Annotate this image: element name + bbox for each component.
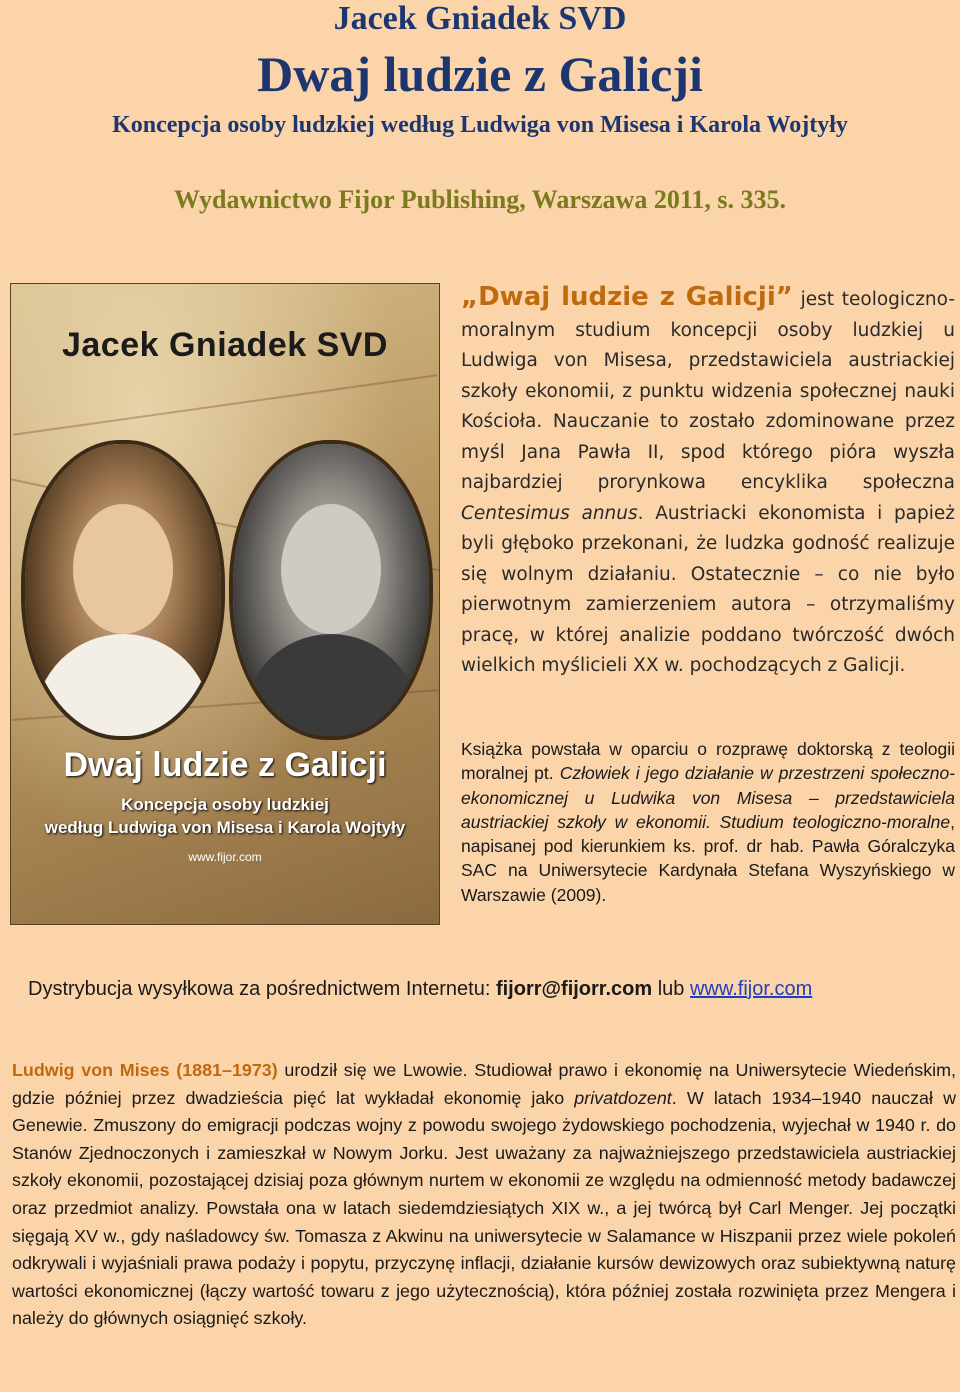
distribution-email: fijorr@fijorr.com	[495, 978, 653, 1000]
cover-url: www.fijor.com	[188, 850, 262, 864]
bio-text-2: . W latach 1934–1940 nauczał w Genewie. Zmuszony do emigracji podczas wojny z powodu swojego żydowskiego pochodzenia, wyjechał w 1940 r. do Stanów Zjednoczonych i zamieszkał w Nowym Jorku. Jest uważany za najważniejszego przedstawiciela austriackiej szkoły ekonomii, pozostającej dzisiaj poza głównym nurtem w ekonomii ze względu na odmienność metody badawczej oraz przedmiot analizy. Powstała ona w latach siedemdziesiątych XIX w., a jej twórcą był Carl Menger. Jej początki sięgają XV w., gdy naśladowcy św. Tomasza z Akwinu na uniwersytecie w Salamance w Hiszpanii przez wiele pokoleń odkrywali i wyjaśniali prawa podaży i popytu, przyczynę inflacji, działanie kursów dewizowych oraz subiektywną naturę wartości ekonomicznej (łączy wartość towaru z jego użytecznością), która później została rozwinięta przez Mengera i należy do głównych osiągnięć szkoły.	[12, 1087, 956, 1329]
cover-subtitle-line1: Koncepcja osoby ludzkiej	[121, 795, 329, 814]
mises-portrait	[233, 444, 429, 736]
distribution-link[interactable]: www.fijor.com	[689, 978, 813, 1000]
cover-subtitle-line2: według Ludwiga von Misesa i Karola Wojtyły	[44, 818, 406, 837]
bio-name: Ludwig von Mises (1881–1973)	[12, 1060, 278, 1080]
page-author: Jacek Gniadek SVD	[333, 0, 627, 37]
distribution-text: Dystrybucja wysyłkowa za pośrednictwem Internetu:	[28, 978, 496, 1000]
thesis-title: Człowiek i jego działanie w przestrzeni społeczno-ekonomicznej u Ludwika von Misesa – przedstawiciela austriackiej szkoły w ekonomii. Studium teologiczno-moralne	[461, 763, 956, 832]
bio-text: urodził się we Lwowie. Studiował prawo i ekonomię na Uniwersytecie Wiedeńskim, gdzie później przez dwadzieścia pięć lat wykładał ekonomię jako	[12, 1060, 956, 1108]
description-text-2: . Austriacki ekonomista i papież byli głęboko przekonani, że ludzka godność realizuje się wolnym działaniu. Ostatecznie – co nie było pierwotnym zamierzeniem autora – otrzymaliśmy pracę, w której analizie poddano twórczość dwóch wielkich myślicieli XX w. pochodzących z Galicji.	[461, 502, 955, 676]
description-italic: Centesimus annus	[461, 502, 638, 524]
book-description	[461, 282, 955, 682]
publisher-info: Wydawnictwo Fijor Publishing, Warszawa 2011, s. 335.	[173, 185, 787, 214]
thesis-text-2: , napisanej pod kierunkiem ks. prof. dr hab. Pawła Góralczyka SAC na Uniwersytecie Kardynała Stefana Wyszyńskiego w Warszawie (2009).	[461, 811, 955, 905]
thesis-note	[461, 737, 955, 907]
distribution-or: lub	[652, 978, 690, 1000]
description-text: jest teologiczno-moralnym studium koncepcji osoby ludzkiej u Ludwiga von Misesa, przedstawiciela austriackiej szkoły ekonomii, z punktu widzenia społecznej nauki Kościoła. Nauczanie to zostało zdominowane przez myśl Jana Pawła II, spod którego pióra wyszła najbardziej prorynkowa encyklika społeczna	[461, 289, 955, 493]
page-subtitle: Koncepcja osoby ludzkiej według Ludwiga von Misesa i Karola Wojtyły	[112, 112, 848, 138]
bio-italic: privatdozent	[574, 1087, 672, 1108]
page-title: Dwaj ludzie z Galicji	[257, 46, 703, 102]
description-highlight: „Dwaj ludzie z Galicji”	[461, 282, 793, 312]
cover-title: Dwaj ludzie z Galicji	[63, 746, 387, 784]
pope-portrait	[25, 444, 221, 736]
distribution-info	[28, 975, 958, 1003]
mises-biography	[12, 1057, 956, 1333]
book-cover	[10, 283, 440, 925]
cover-author: Jacek Gniadek SVD	[61, 326, 388, 364]
thesis-text: Książka powstała w oparciu o rozprawę doktorską z teologii moralnej pt.	[461, 739, 955, 784]
